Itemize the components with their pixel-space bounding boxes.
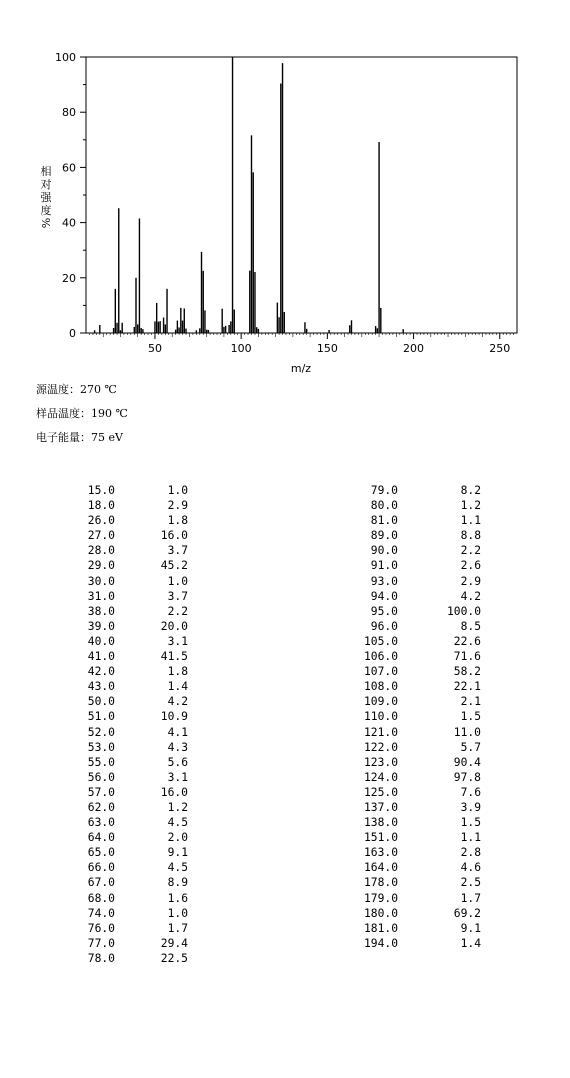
table-row bbox=[77, 558, 197, 573]
table-row bbox=[77, 513, 197, 528]
table-row bbox=[77, 860, 197, 875]
table-row bbox=[77, 649, 197, 664]
abundance-value: 4.2 bbox=[460, 589, 481, 603]
plot-frame bbox=[86, 57, 517, 333]
abundance-value: 2.2 bbox=[167, 604, 188, 618]
y-axis-label bbox=[40, 164, 53, 228]
table-row bbox=[354, 800, 484, 815]
mz-value: 64.0 bbox=[87, 831, 115, 845]
table-row bbox=[354, 634, 484, 649]
table-row bbox=[77, 498, 197, 513]
table-row bbox=[354, 921, 484, 936]
table-row bbox=[354, 815, 484, 830]
mz-value: 164.0 bbox=[363, 861, 398, 875]
mz-value: 50.0 bbox=[87, 695, 115, 709]
mz-value: 94.0 bbox=[370, 589, 398, 603]
table-row bbox=[354, 498, 484, 513]
abundance-value: 4.1 bbox=[167, 725, 188, 739]
mz-value: 194.0 bbox=[363, 936, 398, 950]
y-axis-label-char: 度 bbox=[40, 204, 52, 217]
mz-value: 40.0 bbox=[87, 634, 115, 648]
abundance-value: 22.1 bbox=[453, 680, 481, 694]
mz-value: 41.0 bbox=[87, 650, 115, 664]
abundance-value: 4.3 bbox=[167, 740, 188, 754]
mass-spectrum-chart bbox=[0, 0, 570, 380]
table-row bbox=[354, 528, 484, 543]
abundance-value: 97.8 bbox=[453, 770, 481, 784]
abundance-value: 1.8 bbox=[167, 665, 188, 679]
mz-value: 15.0 bbox=[87, 484, 115, 497]
mz-value: 68.0 bbox=[87, 891, 115, 905]
abundance-value: 3.7 bbox=[167, 544, 188, 558]
abundance-value: 1.7 bbox=[460, 891, 481, 905]
mz-value: 95.0 bbox=[370, 604, 398, 618]
mz-value: 81.0 bbox=[370, 514, 398, 528]
mz-value: 42.0 bbox=[87, 665, 115, 679]
abundance-value: 1.2 bbox=[460, 499, 481, 513]
x-tick-label: 150 bbox=[316, 342, 338, 355]
mz-value: 74.0 bbox=[87, 906, 115, 920]
electron-energy: 电子能量：75 eV bbox=[36, 431, 123, 444]
abundance-value: 1.7 bbox=[167, 921, 188, 935]
mz-value: 79.0 bbox=[370, 484, 398, 497]
table-row bbox=[354, 589, 484, 604]
abundance-value: 9.1 bbox=[167, 846, 188, 860]
mz-value: 109.0 bbox=[363, 695, 398, 709]
table-row bbox=[354, 558, 484, 573]
abundance-value: 1.8 bbox=[167, 514, 188, 528]
mz-value: 78.0 bbox=[87, 951, 115, 965]
mz-value: 62.0 bbox=[87, 800, 115, 814]
mz-value: 29.0 bbox=[87, 559, 115, 573]
table-row bbox=[354, 936, 484, 951]
table-row bbox=[354, 770, 484, 785]
table-row bbox=[77, 891, 197, 906]
table-row bbox=[77, 483, 197, 498]
mz-value: 67.0 bbox=[87, 876, 115, 890]
x-tick-label: 100 bbox=[230, 342, 252, 355]
mz-value: 63.0 bbox=[87, 816, 115, 830]
table-row bbox=[354, 725, 484, 740]
table-row bbox=[77, 694, 197, 709]
mz-value: 65.0 bbox=[87, 846, 115, 860]
peak-bars bbox=[95, 57, 404, 333]
table-row bbox=[77, 815, 197, 830]
abundance-value: 1.1 bbox=[460, 514, 481, 528]
mz-value: 30.0 bbox=[87, 574, 115, 588]
mz-value: 91.0 bbox=[370, 559, 398, 573]
mz-value: 122.0 bbox=[363, 740, 398, 754]
x-tick-label: 200 bbox=[403, 342, 425, 355]
y-axis-label-char: 强 bbox=[40, 191, 52, 204]
abundance-value: 1.4 bbox=[460, 936, 481, 950]
mz-value: 125.0 bbox=[363, 785, 398, 799]
source-temperature: 源温度：270 ℃ bbox=[36, 383, 117, 396]
table-row bbox=[77, 543, 197, 558]
y-tick-label: 20 bbox=[62, 271, 76, 285]
abundance-value: 1.4 bbox=[167, 680, 188, 694]
table-row bbox=[354, 830, 484, 845]
mz-value: 27.0 bbox=[87, 529, 115, 543]
abundance-value: 3.7 bbox=[167, 589, 188, 603]
mz-value: 106.0 bbox=[363, 650, 398, 664]
table-row bbox=[77, 709, 197, 724]
y-axis-label-char: 对 bbox=[40, 178, 52, 191]
x-minor-ticks bbox=[89, 333, 513, 337]
table-row bbox=[77, 574, 197, 589]
abundance-value: 4.6 bbox=[460, 861, 481, 875]
table-row bbox=[354, 483, 484, 498]
table-row bbox=[354, 785, 484, 800]
mz-value: 163.0 bbox=[363, 846, 398, 860]
abundance-value: 10.9 bbox=[160, 710, 188, 724]
abundance-value: 2.1 bbox=[460, 695, 481, 709]
table-row bbox=[77, 875, 197, 890]
mz-value: 31.0 bbox=[87, 589, 115, 603]
abundance-value: 8.2 bbox=[460, 484, 481, 497]
abundance-value: 5.6 bbox=[167, 755, 188, 769]
table-row bbox=[77, 589, 197, 604]
abundance-value: 4.2 bbox=[167, 695, 188, 709]
table-row bbox=[77, 785, 197, 800]
table-row bbox=[77, 921, 197, 936]
table-row bbox=[354, 649, 484, 664]
x-tick-label: 250 bbox=[489, 342, 511, 355]
abundance-value: 58.2 bbox=[453, 665, 481, 679]
table-row bbox=[77, 740, 197, 755]
table-row bbox=[354, 543, 484, 558]
abundance-value: 2.5 bbox=[460, 876, 481, 890]
y-axis bbox=[55, 51, 86, 340]
table-row bbox=[77, 679, 197, 694]
y-tick-label: 40 bbox=[62, 216, 76, 230]
abundance-value: 1.6 bbox=[167, 891, 188, 905]
table-row bbox=[354, 619, 484, 634]
abundance-value: 1.5 bbox=[460, 816, 481, 830]
y-axis-label-char: 相 bbox=[40, 165, 52, 178]
table-row bbox=[77, 906, 197, 921]
y-tick-label: 0 bbox=[69, 327, 76, 340]
table-row bbox=[77, 830, 197, 845]
abundance-value: 3.1 bbox=[167, 770, 188, 784]
table-row bbox=[354, 860, 484, 875]
mz-value: 181.0 bbox=[363, 921, 398, 935]
mz-value: 43.0 bbox=[87, 680, 115, 694]
abundance-value: 8.8 bbox=[460, 529, 481, 543]
table-row bbox=[354, 891, 484, 906]
abundance-value: 69.2 bbox=[453, 906, 481, 920]
mz-value: 53.0 bbox=[87, 740, 115, 754]
abundance-value: 8.9 bbox=[167, 876, 188, 890]
mz-value: 57.0 bbox=[87, 785, 115, 799]
mz-value: 179.0 bbox=[363, 891, 398, 905]
table-row bbox=[354, 604, 484, 619]
peak-table-left bbox=[77, 483, 197, 966]
abundance-value: 3.1 bbox=[167, 634, 188, 648]
mz-value: 26.0 bbox=[87, 514, 115, 528]
mz-value: 123.0 bbox=[363, 755, 398, 769]
mz-value: 18.0 bbox=[87, 499, 115, 513]
mz-value: 80.0 bbox=[370, 499, 398, 513]
mz-value: 151.0 bbox=[363, 831, 398, 845]
abundance-value: 4.5 bbox=[167, 816, 188, 830]
mz-value: 55.0 bbox=[87, 755, 115, 769]
table-row bbox=[354, 694, 484, 709]
abundance-value: 16.0 bbox=[160, 785, 188, 799]
table-row bbox=[354, 740, 484, 755]
y-tick-label: 80 bbox=[62, 106, 76, 120]
table-row bbox=[77, 725, 197, 740]
mz-value: 124.0 bbox=[363, 770, 398, 784]
mz-value: 66.0 bbox=[87, 861, 115, 875]
abundance-value: 7.6 bbox=[460, 785, 481, 799]
table-row bbox=[77, 664, 197, 679]
abundance-value: 16.0 bbox=[160, 529, 188, 543]
table-row bbox=[77, 951, 197, 966]
mz-value: 76.0 bbox=[87, 921, 115, 935]
mz-value: 93.0 bbox=[370, 574, 398, 588]
table-row bbox=[354, 513, 484, 528]
abundance-value: 22.6 bbox=[453, 634, 481, 648]
y-tick-label: 100 bbox=[55, 51, 76, 64]
abundance-value: 1.0 bbox=[167, 906, 188, 920]
abundance-value: 1.0 bbox=[167, 484, 188, 497]
table-row bbox=[354, 875, 484, 890]
abundance-value: 1.5 bbox=[460, 710, 481, 724]
table-row bbox=[354, 755, 484, 770]
table-row bbox=[354, 709, 484, 724]
table-row bbox=[77, 770, 197, 785]
abundance-value: 9.1 bbox=[460, 921, 481, 935]
mz-value: 137.0 bbox=[363, 800, 398, 814]
abundance-value: 2.0 bbox=[167, 831, 188, 845]
mz-value: 108.0 bbox=[363, 680, 398, 694]
abundance-value: 2.9 bbox=[460, 574, 481, 588]
abundance-value: 1.2 bbox=[167, 800, 188, 814]
table-row bbox=[77, 755, 197, 770]
abundance-value: 8.5 bbox=[460, 619, 481, 633]
mz-value: 105.0 bbox=[363, 634, 398, 648]
mz-value: 90.0 bbox=[370, 544, 398, 558]
mz-value: 107.0 bbox=[363, 665, 398, 679]
y-axis-label-char: % bbox=[40, 217, 53, 229]
mz-value: 110.0 bbox=[363, 710, 398, 724]
mz-value: 121.0 bbox=[363, 725, 398, 739]
table-row bbox=[77, 528, 197, 543]
mz-value: 56.0 bbox=[87, 770, 115, 784]
abundance-value: 45.2 bbox=[160, 559, 188, 573]
y-tick-label: 60 bbox=[62, 161, 76, 175]
abundance-value: 2.2 bbox=[460, 544, 481, 558]
abundance-value: 2.8 bbox=[460, 846, 481, 860]
table-row bbox=[354, 845, 484, 860]
table-row bbox=[354, 574, 484, 589]
mz-value: 39.0 bbox=[87, 619, 115, 633]
mz-value: 38.0 bbox=[87, 604, 115, 618]
abundance-value: 100.0 bbox=[446, 604, 481, 618]
abundance-value: 90.4 bbox=[453, 755, 481, 769]
x-axis-label: m/z bbox=[290, 362, 312, 375]
abundance-value: 22.5 bbox=[160, 951, 188, 965]
table-row bbox=[77, 604, 197, 619]
mz-value: 51.0 bbox=[87, 710, 115, 724]
sample-temperature: 样品温度：190 ℃ bbox=[36, 407, 128, 420]
mz-value: 77.0 bbox=[87, 936, 115, 950]
abundance-value: 5.7 bbox=[460, 740, 481, 754]
mz-value: 96.0 bbox=[370, 619, 398, 633]
mz-value: 89.0 bbox=[370, 529, 398, 543]
abundance-value: 41.5 bbox=[160, 650, 188, 664]
table-row bbox=[354, 679, 484, 694]
abundance-value: 20.0 bbox=[160, 619, 188, 633]
mz-value: 138.0 bbox=[363, 816, 398, 830]
table-row bbox=[77, 936, 197, 951]
x-axis bbox=[148, 333, 510, 355]
mz-value: 52.0 bbox=[87, 725, 115, 739]
abundance-value: 2.9 bbox=[167, 499, 188, 513]
table-row bbox=[77, 619, 197, 634]
abundance-value: 2.6 bbox=[460, 559, 481, 573]
table-row bbox=[77, 800, 197, 815]
mz-value: 28.0 bbox=[87, 544, 115, 558]
x-tick-label: 50 bbox=[147, 342, 162, 355]
mz-value: 178.0 bbox=[363, 876, 398, 890]
abundance-value: 1.1 bbox=[460, 831, 481, 845]
abundance-value: 11.0 bbox=[453, 725, 481, 739]
table-row bbox=[354, 664, 484, 679]
table-row bbox=[354, 906, 484, 921]
abundance-value: 4.5 bbox=[167, 861, 188, 875]
table-row bbox=[77, 845, 197, 860]
mz-value: 180.0 bbox=[363, 906, 398, 920]
abundance-value: 71.6 bbox=[453, 650, 481, 664]
abundance-value: 29.4 bbox=[160, 936, 188, 950]
table-row bbox=[77, 634, 197, 649]
abundance-value: 3.9 bbox=[460, 800, 481, 814]
peak-table-right bbox=[354, 483, 484, 951]
abundance-value: 1.0 bbox=[167, 574, 188, 588]
